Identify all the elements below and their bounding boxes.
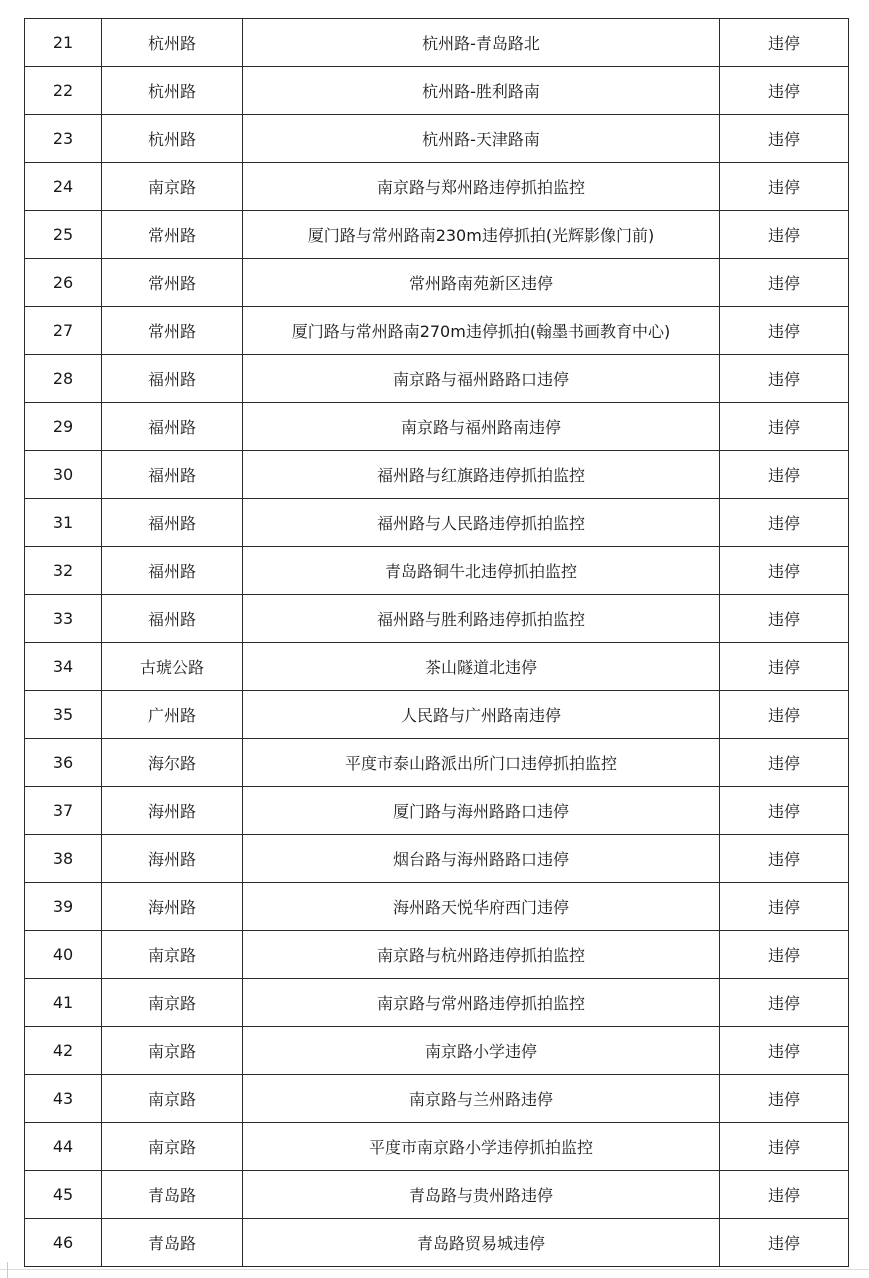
table-row: [25, 307, 849, 355]
cell-number: 36: [25, 739, 102, 787]
cell-number: 22: [25, 67, 102, 115]
cell-road: 海尔路: [102, 739, 243, 787]
table-row: [25, 1123, 849, 1171]
cell-road: 福州路: [102, 499, 243, 547]
cell-violation-type: 违停: [720, 1075, 849, 1123]
cell-location: 福州路与人民路违停抓拍监控: [243, 499, 720, 547]
cell-violation-type: 违停: [720, 259, 849, 307]
cell-road: 杭州路: [102, 19, 243, 67]
cell-number: 46: [25, 1219, 102, 1267]
table-row: [25, 499, 849, 547]
cell-violation-type: 违停: [720, 787, 849, 835]
table-row: [25, 547, 849, 595]
cell-location: 南京路与郑州路违停抓拍监控: [243, 163, 720, 211]
cell-road: 福州路: [102, 355, 243, 403]
table-row: [25, 739, 849, 787]
cell-violation-type: 违停: [720, 403, 849, 451]
table-row: [25, 355, 849, 403]
cell-violation-type: 违停: [720, 1123, 849, 1171]
cell-number: 33: [25, 595, 102, 643]
table-row: [25, 1171, 849, 1219]
cell-road: 杭州路: [102, 115, 243, 163]
cell-road: 青岛路: [102, 1171, 243, 1219]
table-row: [25, 691, 849, 739]
cell-violation-type: 违停: [720, 307, 849, 355]
cell-location: 南京路与福州路南违停: [243, 403, 720, 451]
cell-location: 南京路与常州路违停抓拍监控: [243, 979, 720, 1027]
cell-location: 平度市泰山路派出所门口违停抓拍监控: [243, 739, 720, 787]
cell-number: 21: [25, 19, 102, 67]
cell-number: 41: [25, 979, 102, 1027]
table-row: [25, 787, 849, 835]
cell-number: 39: [25, 883, 102, 931]
cell-location: 杭州路-胜利路南: [243, 67, 720, 115]
cell-violation-type: 违停: [720, 163, 849, 211]
cell-location: 南京路与杭州路违停抓拍监控: [243, 931, 720, 979]
cell-violation-type: 违停: [720, 499, 849, 547]
cell-violation-type: 违停: [720, 931, 849, 979]
table-row: [25, 1219, 849, 1267]
cell-location: 青岛路贸易城违停: [243, 1219, 720, 1267]
cell-location: 南京路与福州路路口违停: [243, 355, 720, 403]
cell-location: 厦门路与海州路路口违停: [243, 787, 720, 835]
cell-number: 43: [25, 1075, 102, 1123]
cell-violation-type: 违停: [720, 643, 849, 691]
table-row: [25, 931, 849, 979]
cell-road: 南京路: [102, 1123, 243, 1171]
cell-location: 人民路与广州路南违停: [243, 691, 720, 739]
table-row: [25, 643, 849, 691]
cell-violation-type: 违停: [720, 211, 849, 259]
cell-location: 平度市南京路小学违停抓拍监控: [243, 1123, 720, 1171]
cell-number: 23: [25, 115, 102, 163]
table-body: [25, 19, 849, 1267]
cell-location: 烟台路与海州路路口违停: [243, 835, 720, 883]
cell-number: 28: [25, 355, 102, 403]
cell-violation-type: 违停: [720, 1219, 849, 1267]
table-row: [25, 595, 849, 643]
cell-violation-type: 违停: [720, 883, 849, 931]
cell-location: 杭州路-青岛路北: [243, 19, 720, 67]
cell-number: 34: [25, 643, 102, 691]
cell-location: 常州路南苑新区违停: [243, 259, 720, 307]
cell-violation-type: 违停: [720, 835, 849, 883]
cell-road: 福州路: [102, 595, 243, 643]
table-row: [25, 163, 849, 211]
cell-road: 海州路: [102, 787, 243, 835]
cell-number: 35: [25, 691, 102, 739]
cell-location: 青岛路铜牛北违停抓拍监控: [243, 547, 720, 595]
cell-number: 25: [25, 211, 102, 259]
cell-violation-type: 违停: [720, 451, 849, 499]
cell-road: 南京路: [102, 163, 243, 211]
table-row: [25, 451, 849, 499]
table-row: [25, 835, 849, 883]
cell-number: 29: [25, 403, 102, 451]
cell-location: 茶山隧道北违停: [243, 643, 720, 691]
table-row: [25, 1075, 849, 1123]
cell-number: 42: [25, 1027, 102, 1075]
illegal-parking-camera-table: [24, 18, 849, 1267]
cell-violation-type: 违停: [720, 739, 849, 787]
cell-violation-type: 违停: [720, 19, 849, 67]
cell-road: 青岛路: [102, 1219, 243, 1267]
cell-violation-type: 违停: [720, 115, 849, 163]
cell-number: 31: [25, 499, 102, 547]
cell-location: 杭州路-天津路南: [243, 115, 720, 163]
cell-road: 福州路: [102, 403, 243, 451]
cell-number: 38: [25, 835, 102, 883]
cell-road: 常州路: [102, 307, 243, 355]
cell-violation-type: 违停: [720, 67, 849, 115]
cell-number: 24: [25, 163, 102, 211]
cell-number: 37: [25, 787, 102, 835]
table-row: [25, 67, 849, 115]
cell-violation-type: 违停: [720, 595, 849, 643]
cell-number: 27: [25, 307, 102, 355]
table-row: [25, 211, 849, 259]
page-bottom-edge: [0, 1269, 869, 1270]
page-corner-mark: [7, 1262, 8, 1278]
cell-number: 40: [25, 931, 102, 979]
table-row: [25, 19, 849, 67]
cell-road: 杭州路: [102, 67, 243, 115]
cell-location: 福州路与胜利路违停抓拍监控: [243, 595, 720, 643]
cell-road: 广州路: [102, 691, 243, 739]
cell-violation-type: 违停: [720, 691, 849, 739]
cell-road: 常州路: [102, 211, 243, 259]
cell-road: 常州路: [102, 259, 243, 307]
cell-violation-type: 违停: [720, 1171, 849, 1219]
cell-number: 26: [25, 259, 102, 307]
cell-road: 古琥公路: [102, 643, 243, 691]
cell-road: 海州路: [102, 835, 243, 883]
cell-violation-type: 违停: [720, 979, 849, 1027]
cell-road: 南京路: [102, 979, 243, 1027]
table-row: [25, 1027, 849, 1075]
cell-violation-type: 违停: [720, 547, 849, 595]
cell-road: 福州路: [102, 547, 243, 595]
cell-road: 南京路: [102, 931, 243, 979]
table-row: [25, 403, 849, 451]
cell-road: 海州路: [102, 883, 243, 931]
cell-number: 30: [25, 451, 102, 499]
cell-location: 福州路与红旗路违停抓拍监控: [243, 451, 720, 499]
cell-road: 南京路: [102, 1027, 243, 1075]
cell-road: 南京路: [102, 1075, 243, 1123]
cell-number: 45: [25, 1171, 102, 1219]
cell-violation-type: 违停: [720, 1027, 849, 1075]
cell-location: 南京路小学违停: [243, 1027, 720, 1075]
cell-location: 青岛路与贵州路违停: [243, 1171, 720, 1219]
cell-road: 福州路: [102, 451, 243, 499]
cell-location: 海州路天悦华府西门违停: [243, 883, 720, 931]
cell-number: 44: [25, 1123, 102, 1171]
cell-violation-type: 违停: [720, 355, 849, 403]
table-row: [25, 883, 849, 931]
table-row: [25, 979, 849, 1027]
table-row: [25, 115, 849, 163]
cell-location: 厦门路与常州路南230m违停抓拍(光辉影像门前): [243, 211, 720, 259]
table-row: [25, 259, 849, 307]
cell-number: 32: [25, 547, 102, 595]
cell-location: 厦门路与常州路南270m违停抓拍(翰墨书画教育中心): [243, 307, 720, 355]
cell-location: 南京路与兰州路违停: [243, 1075, 720, 1123]
